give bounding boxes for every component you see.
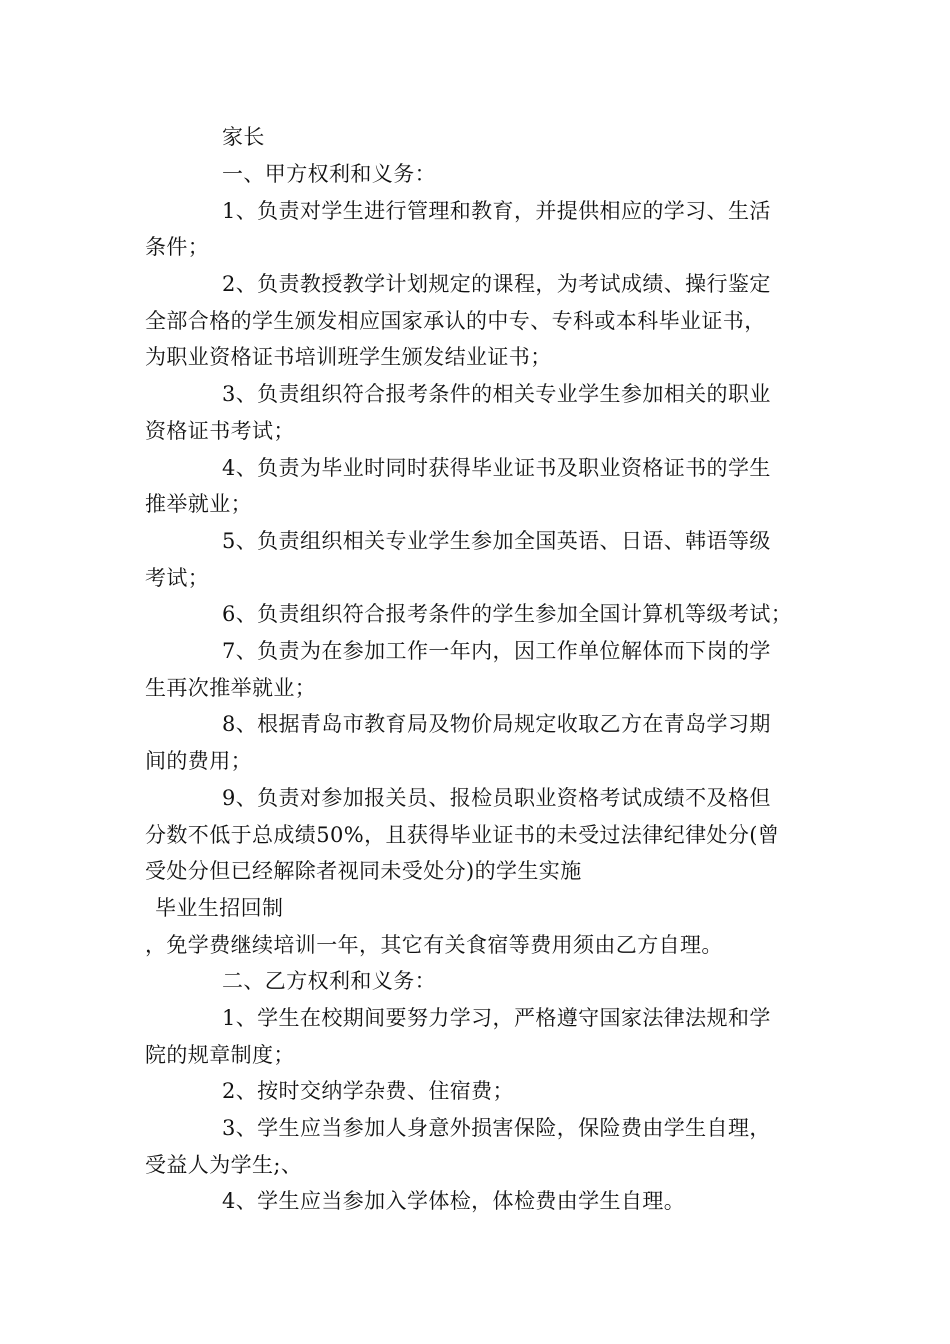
graduate-system-heading: 毕业生招回制	[155, 896, 284, 920]
item9-line1: 9、负责对参加报关员、报检员职业资格考试成绩不及格但	[222, 786, 771, 810]
item4-line2: 推举就业；	[145, 492, 252, 516]
item9-line3: 受处分但已经解除者视同未受处分)的学生实施	[145, 859, 582, 883]
item2-line3: 为职业资格证书培训班学生颁发结业证书；	[145, 345, 552, 369]
item6-line1: 6、负责组织符合报考条件的学生参加全国计算机等级考试；	[222, 602, 793, 626]
b-item1-line2: 院的规章制度；	[145, 1043, 295, 1067]
heading-parent: 家长	[222, 125, 265, 149]
item9-line2: 分数不低于总成绩50%，且获得毕业证书的未受过法律纪律处分(曾	[145, 823, 780, 847]
section2-title: 二、乙方权利和义务：	[222, 969, 436, 993]
item8-line2: 间的费用；	[145, 749, 252, 773]
b-item2-line1: 2、按时交纳学杂费、住宿费；	[222, 1079, 514, 1103]
section1-title: 一、甲方权利和义务：	[222, 162, 436, 186]
item7-line2: 生再次推举就业；	[145, 676, 317, 700]
b-item3-line2: 受益人为学生;、	[145, 1153, 303, 1177]
item1-line1: 1、负责对学生进行管理和教育，并提供相应的学习、生活	[222, 199, 771, 223]
item2-line1: 2、负责教授教学计划规定的课程，为考试成绩、操行鉴定	[222, 272, 771, 296]
item9-line4: ，免学费继续培训一年，其它有关食宿等费用须由乙方自理。	[145, 933, 723, 957]
item3-line1: 3、负责组织符合报考条件的相关专业学生参加相关的职业	[222, 382, 771, 406]
item5-line1: 5、负责组织相关专业学生参加全国英语、日语、韩语等级	[222, 529, 771, 553]
b-item3-line1: 3、学生应当参加人身意外损害保险，保险费由学生自理，	[222, 1116, 771, 1140]
item5-line2: 考试；	[145, 566, 210, 590]
item2-line2: 全部合格的学生颁发相应国家承认的中专、专科或本科毕业证书，	[145, 309, 766, 333]
b-item1-line1: 1、学生在校期间要努力学习，严格遵守国家法律法规和学	[222, 1006, 771, 1030]
b-item4-line1: 4、学生应当参加入学体检，体检费由学生自理。	[222, 1189, 686, 1213]
item7-line1: 7、负责为在参加工作一年内，因工作单位解体而下岗的学	[222, 639, 771, 663]
item3-line2: 资格证书考试；	[145, 419, 295, 443]
item1-line2: 条件；	[145, 235, 210, 259]
item4-line1: 4、负责为毕业时同时获得毕业证书及职业资格证书的学生	[222, 456, 771, 480]
item8-line1: 8、根据青岛市教育局及物价局规定收取乙方在青岛学习期	[222, 712, 771, 736]
